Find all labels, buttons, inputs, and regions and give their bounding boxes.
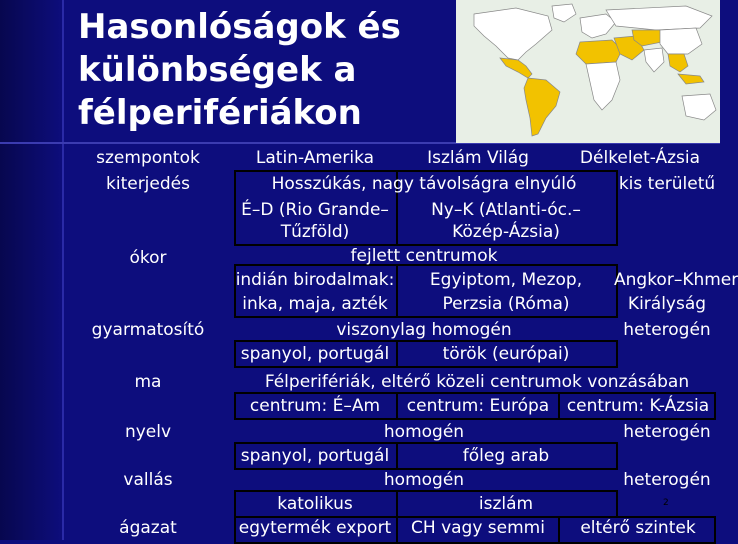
nyelv-iv: főleg arab	[462, 446, 550, 466]
kiterjedes-main: Hosszúkás, nagy távolságra elnyúló	[271, 174, 577, 194]
gyarm-sea: heterogén	[623, 320, 711, 340]
kiterjedes-iv-2: Közép-Ázsia)	[452, 222, 560, 242]
ma-iv: centrum: Európa	[406, 396, 550, 416]
kiterjedes-la-1: É–D (Rio Grande–	[241, 200, 389, 220]
okor-sea-1: Angkor–Khmer	[614, 270, 738, 290]
page-number: 2	[663, 498, 669, 508]
okor-la-2: inka, maja, azték	[242, 294, 388, 314]
label-ma: ma	[134, 372, 162, 392]
label-vallas: vallás	[123, 470, 173, 490]
title-line-2: különbségek a	[78, 50, 357, 90]
header-delkelet-azsia: Délkelet-Ázsia	[579, 148, 701, 168]
left-decorative-stripe	[0, 0, 64, 540]
header-iszlam-vilag: Iszlám Világ	[427, 148, 529, 168]
agazat-iv: CH vagy semmi	[411, 518, 545, 538]
title-line-3: félperifériákon	[78, 93, 362, 133]
kiterjedes-sea: kis területű	[618, 174, 716, 194]
okor-iv-2: Perzsia (Róma)	[442, 294, 570, 314]
vallas-la: katolikus	[277, 494, 353, 514]
label-okor: ókor	[129, 248, 167, 268]
ma-main: Félperifériák, eltérő közeli centrumok vonzásában	[264, 372, 690, 392]
nyelv-la: spanyol, portugál	[240, 446, 390, 466]
okor-sea-2: Királyság	[627, 294, 707, 314]
okor-iv-1: Egyiptom, Mezop,	[429, 270, 583, 290]
kiterjedes-iv-1: Ny–K (Atlanti-óc.–	[431, 200, 581, 220]
vallas-sea: heterogén	[623, 470, 711, 490]
agazat-la: egytermék export	[238, 518, 392, 538]
label-nyelv: nyelv	[124, 422, 172, 442]
title-line-1: Hasonlóságok és	[78, 7, 401, 47]
gyarm-la: spanyol, portugál	[240, 344, 390, 364]
okor-la-1: indián birodalmak:	[235, 270, 395, 290]
vallas-main: homogén	[383, 470, 465, 490]
okor-main: fejlett centrumok	[350, 246, 498, 266]
comparison-table	[62, 146, 738, 540]
label-szempontok: szempontok	[96, 148, 200, 168]
header-latin-amerika: Latin-Amerika	[255, 148, 375, 168]
gyarm-main: viszonylag homogén	[336, 320, 512, 340]
vallas-iv: iszlám	[478, 494, 534, 514]
ma-sea: centrum: K-Ázsia	[566, 396, 710, 416]
ma-la: centrum: É–Am	[249, 396, 381, 416]
nyelv-main: homogén	[383, 422, 465, 442]
world-map-image	[456, 0, 720, 143]
gyarm-iv: török (európai)	[442, 344, 570, 364]
label-kiterjedes: kiterjedés	[106, 174, 190, 194]
slide-title	[78, 6, 458, 135]
label-agazat: ágazat	[119, 518, 177, 538]
agazat-sea: eltérő szintek	[580, 518, 696, 538]
nyelv-sea: heterogén	[623, 422, 711, 442]
label-gyarmatosito: gyarmatosító	[91, 320, 205, 340]
kiterjedes-la-2: Tűzföld)	[280, 222, 350, 242]
